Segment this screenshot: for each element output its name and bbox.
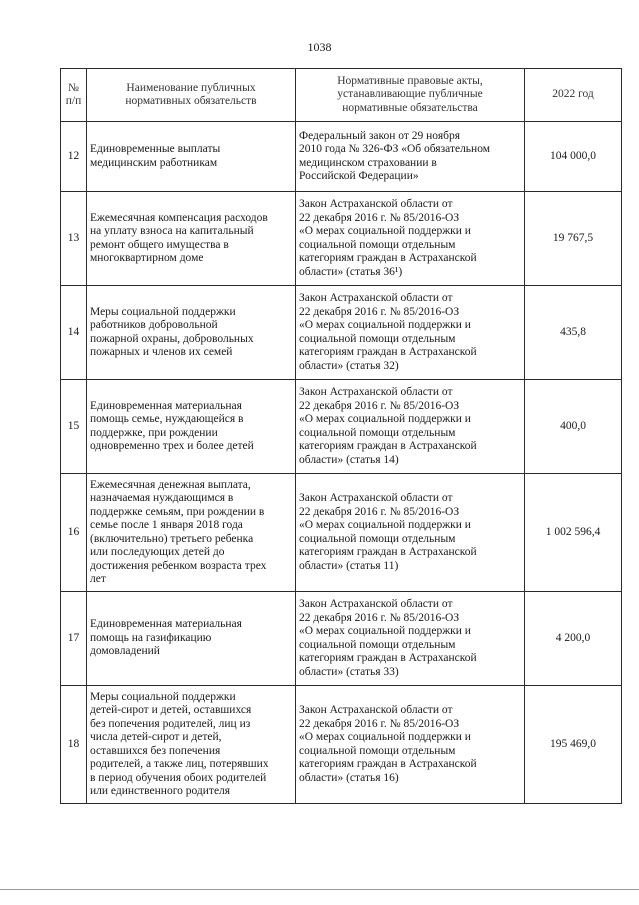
legal-act-line: социальной помощи отдельным bbox=[299, 238, 456, 251]
legal-act-line: «О мерах социальной поддержки и bbox=[299, 731, 471, 743]
legal-act-line: категориям граждан в Астраханской bbox=[299, 440, 477, 452]
legal-act-line: области» (статья 11) bbox=[299, 559, 399, 572]
legal-act-line: области» (статья 32) bbox=[299, 359, 399, 372]
obligation-name-line: без попечения родителей, лиц из bbox=[90, 717, 251, 730]
row-number: 12 bbox=[61, 122, 87, 192]
row-number: 13 bbox=[61, 192, 87, 286]
legal-act-line: категориям граждан в Астраханской bbox=[299, 546, 477, 558]
obligation-name-line: назначаемая нуждающимся в bbox=[90, 492, 234, 504]
obligation-name-line: ремонт общего имущества в bbox=[90, 238, 229, 251]
obligation-name-line: в период обучения обоих родителей bbox=[90, 771, 267, 784]
table-row bbox=[61, 286, 622, 380]
legal-act-line: социальной помощи отдельным bbox=[299, 332, 456, 345]
legal-act-line: категориям граждан в Астраханской bbox=[299, 652, 477, 664]
obligation-name bbox=[87, 380, 296, 474]
header-num-line: п/п bbox=[65, 95, 82, 107]
header-year: 2022 год bbox=[525, 69, 622, 122]
legal-act-line: Закон Астраханской области от bbox=[299, 598, 453, 610]
legal-act-line: области» (статья 14) bbox=[299, 453, 399, 466]
legal-act-line: социальной помощи отдельным bbox=[299, 426, 456, 439]
legal-act bbox=[296, 686, 525, 804]
legal-act-line: социальной помощи отдельным bbox=[299, 532, 456, 545]
legal-act-line: области» (статья 16) bbox=[299, 771, 399, 784]
table-row bbox=[61, 122, 622, 192]
legal-act-line: Российской Федерации» bbox=[299, 170, 419, 182]
row-number: 18 bbox=[61, 686, 87, 804]
table-row bbox=[61, 592, 622, 686]
legal-act bbox=[296, 122, 525, 192]
obligation-name-line: (включительно) третьего ребенка bbox=[90, 532, 254, 545]
legal-act-line: «О мерах социальной поддержки и bbox=[299, 519, 471, 531]
legal-act-line: Закон Астраханской области от bbox=[299, 386, 453, 398]
obligation-name bbox=[87, 122, 296, 192]
header-num bbox=[61, 69, 87, 122]
amount-2022: 435,8 bbox=[525, 286, 622, 380]
obligation-name-line: детей-сирот и детей, оставшихся bbox=[90, 704, 252, 716]
table-row bbox=[61, 474, 622, 592]
obligation-name bbox=[87, 286, 296, 380]
amount-2022: 1 002 596,4 bbox=[525, 474, 622, 592]
header-act-line: Нормативные правовые акты, bbox=[337, 74, 483, 87]
obligation-name-line: помощь семье, нуждающейся в bbox=[90, 413, 244, 425]
legal-act bbox=[296, 192, 525, 286]
amount-2022: 4 200,0 bbox=[525, 592, 622, 686]
obligation-name-line: числа детей-сирот и детей, bbox=[90, 731, 222, 743]
obligation-name-line: многоквартирном доме bbox=[90, 252, 204, 264]
legal-act bbox=[296, 380, 525, 474]
legal-act-line: 22 декабря 2016 г. № 85/2016-ОЗ bbox=[299, 505, 460, 518]
obligation-name-line: на уплату взноса на капитальный bbox=[90, 225, 254, 237]
amount-2022: 104 000,0 bbox=[525, 122, 622, 192]
obligation-name-line: или единственного родителя bbox=[90, 785, 231, 797]
row-number: 14 bbox=[61, 286, 87, 380]
page-number: 1038 bbox=[307, 40, 332, 54]
legal-act-line: «О мерах социальной поддержки и bbox=[299, 413, 471, 425]
legal-act bbox=[296, 474, 525, 592]
obligation-name bbox=[87, 592, 296, 686]
obligation-name-line: поддержке, при рождении bbox=[90, 426, 218, 439]
legal-act-line: 22 декабря 2016 г. № 85/2016-ОЗ bbox=[299, 211, 460, 224]
obligation-name-line: пожарных и членов их семей bbox=[90, 346, 233, 358]
legal-act-line: 22 декабря 2016 г. № 85/2016-ОЗ bbox=[299, 717, 460, 730]
legal-act-line: 22 декабря 2016 г. № 85/2016-ОЗ bbox=[299, 611, 460, 624]
legal-act-line: социальной помощи отдельным bbox=[299, 744, 456, 757]
amount-2022: 400,0 bbox=[525, 380, 622, 474]
legal-act-line: области» (статья 36¹) bbox=[299, 265, 403, 278]
legal-act-line: 22 декабря 2016 г. № 85/2016-ОЗ bbox=[299, 305, 460, 318]
obligation-name-line: Единовременная материальная bbox=[90, 399, 242, 412]
header-act-line: нормативные обязательства bbox=[342, 101, 478, 114]
row-number: 17 bbox=[61, 592, 87, 686]
legal-act bbox=[296, 592, 525, 686]
amount-2022: 195 469,0 bbox=[525, 686, 622, 804]
legal-act-line: 2010 года № 326-ФЗ «Об обязательном bbox=[299, 143, 491, 155]
obligation-name-line: или последующих детей до bbox=[90, 546, 225, 558]
header-row bbox=[61, 69, 622, 122]
obligations-table bbox=[60, 68, 622, 804]
header-name bbox=[87, 69, 296, 122]
legal-act-line: категориям граждан в Астраханской bbox=[299, 252, 477, 264]
obligation-name-line: Единовременная материальная bbox=[90, 618, 242, 631]
amount-2022: 19 767,5 bbox=[525, 192, 622, 286]
obligation-name-line: Меры социальной поддержки bbox=[90, 690, 236, 703]
obligation-name-line: медицинским работникам bbox=[90, 156, 218, 169]
header-num-line: № bbox=[68, 81, 79, 94]
obligation-name-line: лет bbox=[90, 573, 106, 585]
obligation-name-line: семье после 1 января 2018 года bbox=[90, 519, 243, 531]
table-row bbox=[61, 380, 622, 474]
row-number: 15 bbox=[61, 380, 87, 474]
obligation-name-line: Ежемесячная денежная выплата, bbox=[90, 478, 251, 491]
obligation-name-line: помощь на газификацию bbox=[90, 631, 212, 644]
obligation-name-line: пожарной охраны, добровольных bbox=[90, 332, 254, 345]
legal-act bbox=[296, 286, 525, 380]
obligation-name-line: Меры социальной поддержки bbox=[90, 305, 236, 318]
legal-act-line: категориям граждан в Астраханской bbox=[299, 758, 477, 770]
legal-act-line: Федеральный закон от 29 ноября bbox=[299, 129, 461, 142]
obligation-name-line: достижения ребенком возраста трех bbox=[90, 559, 267, 572]
table-row bbox=[61, 192, 622, 286]
header-act-line: устанавливающие публичные bbox=[337, 88, 483, 101]
obligation-name-line: Единовременные выплаты bbox=[90, 143, 221, 155]
obligation-name-line: оставшихся без попечения bbox=[90, 744, 221, 757]
legal-act-line: медицинском страховании в bbox=[299, 156, 437, 169]
obligation-name-line: работников добровольной bbox=[90, 319, 218, 331]
legal-act-line: «О мерах социальной поддержки и bbox=[299, 625, 471, 637]
legal-act-line: Закон Астраханской области от bbox=[299, 704, 453, 716]
legal-act-line: «О мерах социальной поддержки и bbox=[299, 319, 471, 331]
legal-act-line: категориям граждан в Астраханской bbox=[299, 346, 477, 358]
legal-act-line: 22 декабря 2016 г. № 85/2016-ОЗ bbox=[299, 399, 460, 412]
legal-act-line: «О мерах социальной поддержки и bbox=[299, 225, 471, 237]
table-body bbox=[61, 122, 622, 804]
header-name-line: Наименование публичных bbox=[126, 81, 256, 94]
table-row bbox=[61, 686, 622, 804]
header-name-line: нормативных обязательств bbox=[125, 95, 257, 107]
page-bottom-rule bbox=[0, 889, 639, 890]
obligation-name-line: родителей, а также лиц, потерявших bbox=[90, 758, 269, 770]
row-number: 16 bbox=[61, 474, 87, 592]
obligation-name-line: одновременно трех и более детей bbox=[90, 440, 254, 452]
obligation-name-line: Ежемесячная компенсация расходов bbox=[90, 211, 268, 224]
legal-act-line: социальной помощи отдельным bbox=[299, 638, 456, 651]
obligation-name-line: поддержке семьям, при рождении в bbox=[90, 505, 265, 518]
obligation-name bbox=[87, 474, 296, 592]
obligation-name-line: домовладений bbox=[90, 645, 160, 658]
header-act bbox=[296, 69, 525, 122]
legal-act-line: Закон Астраханской области от bbox=[299, 198, 453, 210]
legal-act-line: области» (статья 33) bbox=[299, 665, 399, 678]
obligation-name bbox=[87, 686, 296, 804]
legal-act-line: Закон Астраханской области от bbox=[299, 292, 453, 304]
obligation-name bbox=[87, 192, 296, 286]
legal-act-line: Закон Астраханской области от bbox=[299, 492, 453, 504]
